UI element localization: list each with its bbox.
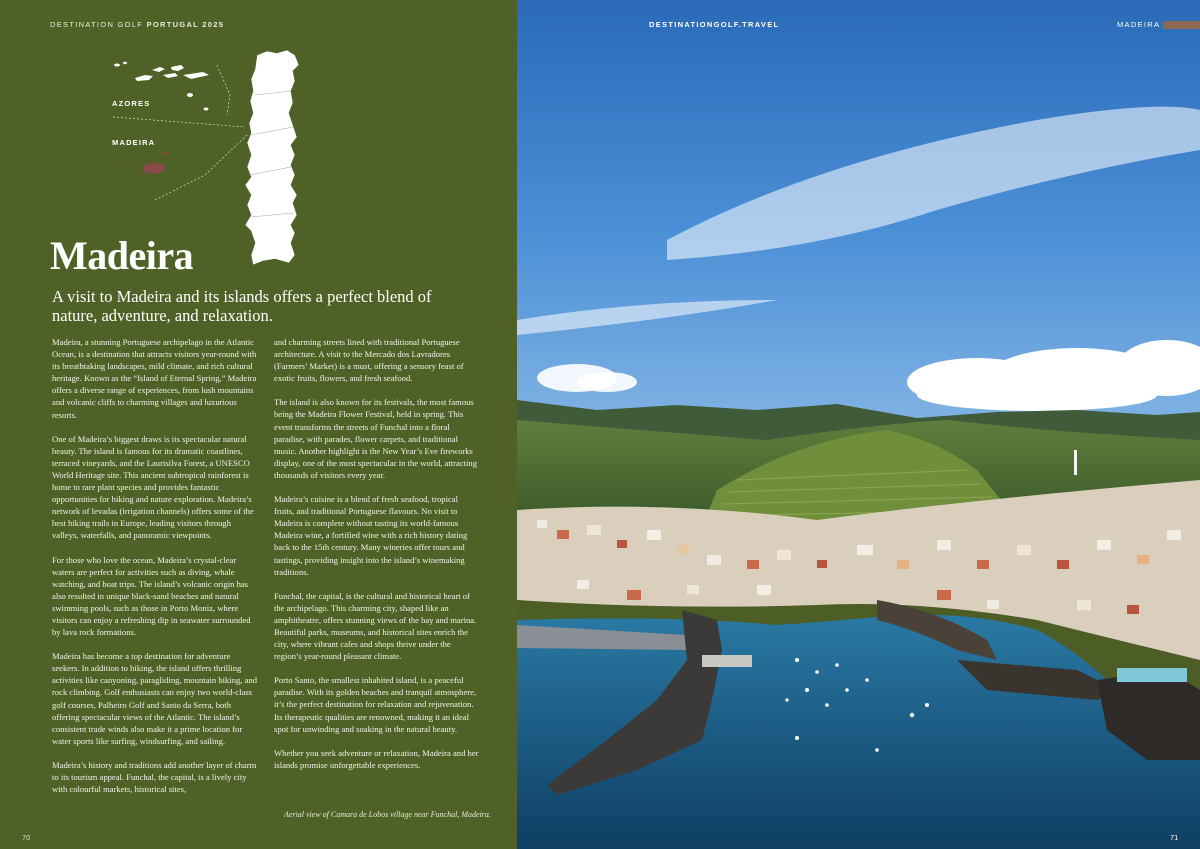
church-tower bbox=[1074, 450, 1077, 475]
portugal-mainland bbox=[245, 50, 299, 265]
harbour-pier bbox=[702, 655, 752, 667]
photo-illustration bbox=[517, 0, 1200, 849]
map-label-azores: AZORES bbox=[112, 99, 151, 108]
paragraph: Madeira, a stunning Portuguese archipelago in the Atlantic Ocean, is a destination that attracts visitors year-round with its breathtaking landscapes, mild climate, and rich cultural heritage. Known as the “Island of Eternal Spring,” Madeira offers a diverse range of experiences, from lush mountains and volcanic cliffs to charming villages and luxurious resorts. bbox=[52, 337, 257, 420]
article-column-1 bbox=[52, 336, 257, 807]
left-page bbox=[0, 0, 517, 849]
magazine-header bbox=[50, 20, 224, 29]
page-number-left: 70 bbox=[22, 833, 31, 842]
paragraph: The island is also known for its festivals, the most famous being the Madeira Flower Festival, held in spring. This event transforms the streets of Funchal into a floral paradise, with parades, flower carpets, and traditional music. Another highlight is the New Year’s Eve fireworks display, one of the most spectacular in the world, attracting thousands of visitors every year. bbox=[274, 397, 478, 480]
seawater-pool bbox=[1117, 668, 1187, 682]
paragraph: One of Madeira’s biggest draws is its spectacular natural beauty. The island is famous for its dramatic coastlines, terraced vineyards, and the Laurisilva Forest, a UNESCO World Heritage site. This ancient subtropical rainforest is home to rare plant species and provides fantastic opportunities for hiking and nature exploration. Madeira’s network of levadas (irrigation channels) offers some of the best hiking trails in Europe, leading visitors through valleys, waterfalls, and panoramic viewpoints. bbox=[52, 433, 254, 541]
paragraph: Madeira has become a top destination for adventure seekers. In addition to hiking, the island offers thrilling activities like canyoning, paragliding, mountain biking, and rock climbing. Golf enthusiasts can enjoy two world-class golf courses, Palheiro Golf and Santo da Serra, both offering spectacular views of the Atlantic. The island’s consistent trade winds also make it a prime location for water sports like surfing, windsurfing, and sailing. bbox=[52, 651, 258, 746]
photo-caption: Aerial view of Camara de Lobos village near Funchal, Madeira. bbox=[284, 810, 491, 819]
paragraph: Funchal, the capital, is the cultural and historical heart of the archipelago. This charming city, shaped like an amphitheatre, offers stunning views of the bay and marina. Beautiful parks, museums, and historical sites enrich the city, where vibrant cafes and shops thrive under the region’s year-round pleasant climate. bbox=[274, 590, 477, 662]
header-bold: PORTUGAL 2025 bbox=[146, 20, 225, 29]
paragraph: Whether you seek adventure or relaxation, Madeira and her islands promise unforgettable experiences. bbox=[274, 747, 479, 770]
magazine-url-header: DESTINATIONGOLF.TRAVEL bbox=[649, 20, 780, 29]
map-leader-lines bbox=[113, 65, 247, 200]
section-header: MADEIRA bbox=[1117, 20, 1161, 29]
paragraph: Madeira’s history and traditions add another layer of charm to its tourism appeal. Funchal, the capital, is a lively city with colourful markets, historical sites, bbox=[52, 759, 257, 795]
page-number-right: 71 bbox=[1170, 833, 1179, 842]
paragraph: For those who love the ocean, Madeira’s crystal-clear waters are perfect for activities such as diving, whale watching, and boat trips. The island’s volcanic origin has also resulted in unique black-sand beaches and natural swimming pools, such as those in Porto Moniz, where visitors can enjoy a refreshing dip in seawater surrounded by lava rock formations. bbox=[52, 554, 251, 638]
section-accent-bar bbox=[1163, 21, 1200, 29]
map-label-madeira: MADEIRA bbox=[112, 138, 156, 147]
madeira-islands bbox=[141, 152, 168, 175]
page-title: Madeira bbox=[50, 233, 194, 278]
header-prefix: DESTINATION GOLF bbox=[50, 20, 147, 29]
aerial-coastal-village-photo bbox=[517, 0, 1200, 849]
page-subtitle: A visit to Madeira and its islands offers a perfect blend of nature, adventure, and relaxation. bbox=[52, 287, 432, 325]
paragraph: and charming streets lined with traditional Portuguese architecture. A visit to the Mercado dos Lavradores (Farmers’ Market) is a must, offering a sensory feast of exotic fruits, flowers, and fresh seafood. bbox=[274, 337, 464, 384]
paragraph: Madeira’s cuisine is a blend of fresh seafood, tropical fruits, and traditional Portuguese flavours. No visit to Madeira is complete without tasting its world-famous Madeira wine, a fortified wine with a rich history dating back to the 15th century. Many wineries offer tours and tastings, providing insight into the island’s winemaking traditions. bbox=[274, 494, 468, 577]
paragraph: Porto Santo, the smallest inhabited island, is a peaceful paradise. With its golden beaches and tranquil atmosphere, it’s the perfect destination for relaxation and rejuvenation. Its therapeutic qualities are renowned, making it an ideal spot for unwinding and soaking in the natural beauty. bbox=[274, 675, 477, 734]
article-column-2 bbox=[274, 336, 479, 783]
